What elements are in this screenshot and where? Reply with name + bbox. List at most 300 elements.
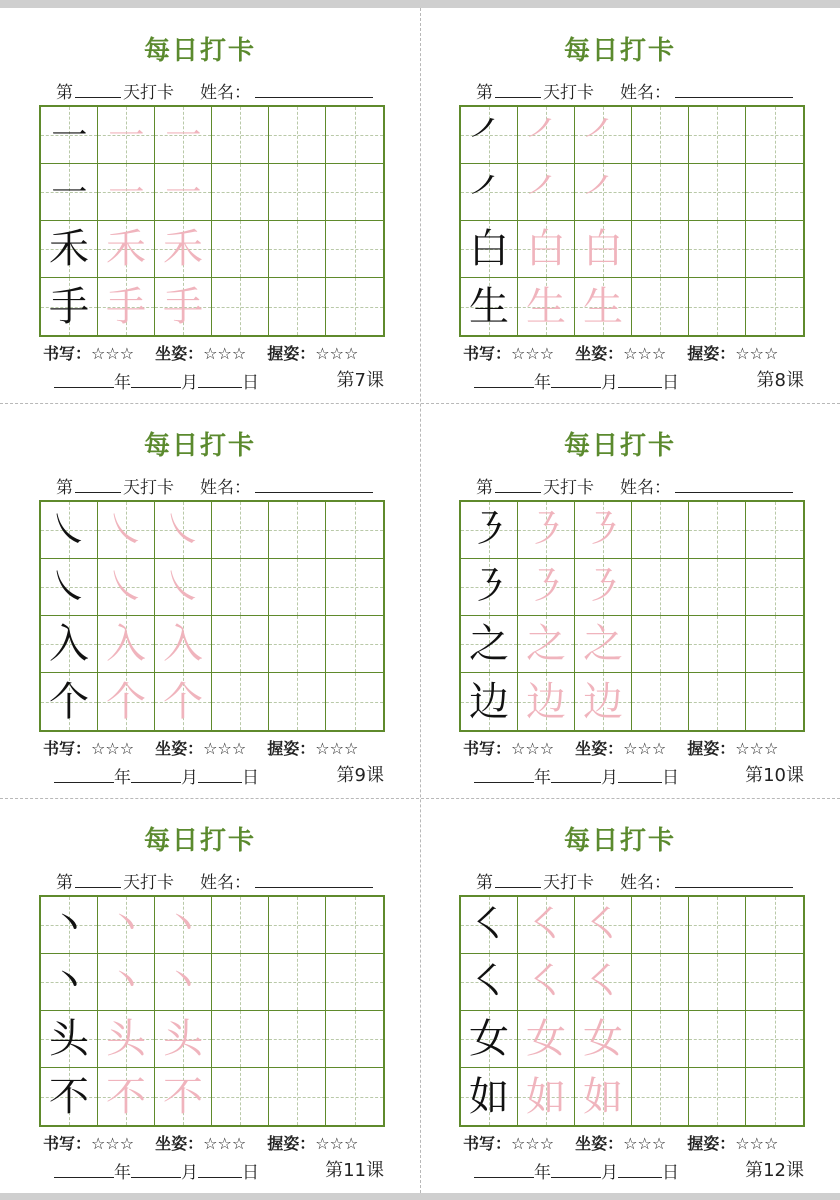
trace-character: ㇏ bbox=[163, 507, 203, 553]
star-icon[interactable]: ☆☆☆ bbox=[511, 1134, 555, 1153]
rating-sitting bbox=[575, 1131, 666, 1154]
grid-cell[interactable] bbox=[98, 502, 155, 559]
rating-label: 书写： bbox=[43, 344, 92, 363]
grid-cell[interactable] bbox=[269, 616, 326, 673]
grid-cell[interactable] bbox=[461, 897, 518, 954]
trace-character: ㇏ bbox=[163, 564, 203, 610]
grid-cell[interactable] bbox=[41, 673, 98, 730]
grid-cell[interactable] bbox=[41, 1011, 98, 1068]
year-label: 年 bbox=[114, 373, 131, 393]
grid-cell[interactable] bbox=[632, 221, 689, 278]
name-blank[interactable] bbox=[255, 477, 373, 493]
rating-writing bbox=[463, 1131, 554, 1154]
star-icon[interactable]: ☆☆☆ bbox=[511, 344, 555, 363]
grid-cell[interactable] bbox=[269, 107, 326, 164]
grid-cell[interactable] bbox=[632, 897, 689, 954]
trace-character: 丶 bbox=[163, 959, 203, 1005]
grid-cell[interactable] bbox=[746, 502, 803, 559]
model-character: ㇒ bbox=[469, 169, 509, 215]
grid-cell[interactable] bbox=[212, 502, 269, 559]
name-blank[interactable] bbox=[675, 872, 793, 888]
grid-cell[interactable] bbox=[269, 502, 326, 559]
grid-cell[interactable] bbox=[689, 164, 746, 221]
day-suffix: 天打卡 bbox=[123, 478, 174, 498]
grid-cell[interactable] bbox=[155, 164, 212, 221]
grid-cell[interactable] bbox=[632, 1068, 689, 1125]
grid-cell[interactable] bbox=[632, 673, 689, 730]
trace-character: ㇐ bbox=[106, 169, 146, 215]
month-label: 月 bbox=[181, 373, 198, 393]
grid-cell[interactable] bbox=[746, 164, 803, 221]
grid-cell[interactable] bbox=[98, 559, 155, 616]
grid-cell[interactable] bbox=[326, 673, 383, 730]
grid-cell[interactable] bbox=[746, 1068, 803, 1125]
grid-cell[interactable] bbox=[575, 954, 632, 1011]
grid-cell[interactable] bbox=[41, 221, 98, 278]
grid-cell[interactable] bbox=[269, 1011, 326, 1068]
star-icon[interactable]: ☆☆☆ bbox=[203, 739, 247, 758]
grid-cell[interactable] bbox=[689, 616, 746, 673]
year-label: 年 bbox=[114, 768, 131, 788]
grid-cell[interactable] bbox=[518, 278, 575, 335]
grid-cell[interactable] bbox=[98, 221, 155, 278]
grid-cell[interactable] bbox=[518, 1068, 575, 1125]
trace-character: 丶 bbox=[106, 902, 146, 948]
day-suffix: 天打卡 bbox=[123, 83, 174, 103]
grid-cell[interactable] bbox=[269, 221, 326, 278]
grid-cell[interactable] bbox=[41, 164, 98, 221]
star-icon[interactable]: ☆☆☆ bbox=[623, 1134, 667, 1153]
trace-character: 不 bbox=[106, 1073, 146, 1120]
grid-cell[interactable] bbox=[212, 1011, 269, 1068]
grid-cell[interactable] bbox=[461, 164, 518, 221]
model-character: 丶 bbox=[49, 902, 89, 948]
year-blank[interactable] bbox=[54, 1163, 114, 1178]
ratings-line bbox=[43, 736, 358, 759]
grid-cell[interactable] bbox=[98, 278, 155, 335]
grid-cell[interactable] bbox=[746, 221, 803, 278]
rating-label: 书写： bbox=[43, 1134, 92, 1153]
date-line bbox=[54, 1158, 259, 1183]
grid-cell[interactable] bbox=[575, 559, 632, 616]
grid-cell[interactable] bbox=[518, 164, 575, 221]
grid-cell[interactable] bbox=[575, 1068, 632, 1125]
grid-cell[interactable] bbox=[632, 278, 689, 335]
grid-cell[interactable] bbox=[326, 502, 383, 559]
grid-cell[interactable] bbox=[212, 616, 269, 673]
rating-writing bbox=[43, 736, 134, 759]
grid-cell[interactable] bbox=[212, 1068, 269, 1125]
model-character: ㇛ bbox=[469, 902, 509, 948]
star-icon[interactable]: ☆☆☆ bbox=[203, 344, 247, 363]
card-title: 每日打卡 bbox=[143, 431, 256, 461]
grid-cell[interactable] bbox=[98, 673, 155, 730]
grid-cell[interactable] bbox=[41, 502, 98, 559]
grid-cell[interactable] bbox=[632, 164, 689, 221]
card-title: 每日打卡 bbox=[563, 826, 676, 856]
month-blank[interactable] bbox=[131, 373, 181, 388]
rating-label: 书写： bbox=[463, 344, 512, 363]
star-icon[interactable]: ☆☆☆ bbox=[203, 1134, 247, 1153]
trace-character: 女 bbox=[526, 1016, 566, 1062]
grid-cell[interactable] bbox=[746, 954, 803, 1011]
name-blank[interactable] bbox=[255, 82, 373, 98]
day-blank[interactable] bbox=[75, 82, 121, 98]
trace-character: ㇒ bbox=[526, 112, 566, 158]
model-character: 如 bbox=[469, 1073, 509, 1120]
year-blank[interactable] bbox=[474, 1163, 534, 1178]
practice-grid bbox=[39, 500, 385, 732]
grid-cell[interactable] bbox=[746, 278, 803, 335]
grid-cell[interactable] bbox=[212, 673, 269, 730]
info-line bbox=[476, 868, 793, 893]
grid-cell[interactable] bbox=[41, 616, 98, 673]
name-label: 姓名： bbox=[620, 478, 671, 498]
rating-label: 握姿： bbox=[267, 344, 316, 363]
day-blank[interactable] bbox=[618, 373, 662, 388]
grid-cell[interactable] bbox=[518, 1011, 575, 1068]
grid-cell[interactable] bbox=[746, 107, 803, 164]
grid-cell[interactable] bbox=[518, 221, 575, 278]
info-line bbox=[56, 78, 373, 103]
grid-cell[interactable] bbox=[632, 616, 689, 673]
day-blank[interactable] bbox=[198, 768, 242, 783]
rating-writing bbox=[43, 341, 134, 364]
grid-cell[interactable] bbox=[518, 954, 575, 1011]
year-blank[interactable] bbox=[474, 373, 534, 388]
grid-cell[interactable] bbox=[269, 897, 326, 954]
grid-cell[interactable] bbox=[269, 954, 326, 1011]
model-character: 之 bbox=[469, 621, 509, 667]
day-blank[interactable] bbox=[198, 1163, 242, 1178]
checkin-card bbox=[420, 403, 820, 798]
card-title: 每日打卡 bbox=[143, 36, 256, 66]
grid-cell[interactable] bbox=[98, 616, 155, 673]
rating-sitting bbox=[155, 341, 246, 364]
grid-cell[interactable] bbox=[41, 1068, 98, 1125]
day-suffix: 天打卡 bbox=[543, 873, 594, 893]
grid-cell[interactable] bbox=[326, 221, 383, 278]
grid-cell[interactable] bbox=[41, 278, 98, 335]
grid-cell[interactable] bbox=[269, 278, 326, 335]
trace-character: 手 bbox=[163, 283, 203, 330]
model-character: ㇋ bbox=[469, 507, 509, 553]
date-day-label: 日 bbox=[662, 768, 679, 788]
trace-character: ㇐ bbox=[163, 112, 203, 158]
grid-cell[interactable] bbox=[632, 1011, 689, 1068]
grid-cell[interactable] bbox=[689, 559, 746, 616]
day-blank[interactable] bbox=[75, 477, 121, 493]
day-blank[interactable] bbox=[495, 477, 541, 493]
rating-grip bbox=[687, 736, 778, 759]
star-icon[interactable]: ☆☆☆ bbox=[623, 739, 667, 758]
grid-cell[interactable] bbox=[689, 107, 746, 164]
grid-cell[interactable] bbox=[746, 559, 803, 616]
grid-cell[interactable] bbox=[155, 278, 212, 335]
grid-cell[interactable] bbox=[746, 1011, 803, 1068]
grid-cell[interactable] bbox=[575, 221, 632, 278]
grid-cell[interactable] bbox=[575, 502, 632, 559]
grid-cell[interactable] bbox=[746, 616, 803, 673]
grid-cell[interactable] bbox=[155, 502, 212, 559]
grid-cell[interactable] bbox=[212, 897, 269, 954]
grid-cell[interactable] bbox=[212, 221, 269, 278]
checkin-card bbox=[420, 798, 820, 1193]
info-line bbox=[476, 78, 793, 103]
grid-cell[interactable] bbox=[155, 897, 212, 954]
model-character: 禾 bbox=[49, 226, 89, 272]
grid-cell[interactable] bbox=[326, 616, 383, 673]
rating-sitting bbox=[575, 736, 666, 759]
rating-sitting bbox=[575, 341, 666, 364]
grid-cell[interactable] bbox=[518, 673, 575, 730]
practice-grid bbox=[459, 895, 805, 1127]
grid-cell[interactable] bbox=[461, 954, 518, 1011]
star-icon[interactable]: ☆☆☆ bbox=[315, 1134, 359, 1153]
day-blank[interactable] bbox=[198, 373, 242, 388]
star-icon[interactable]: ☆☆☆ bbox=[735, 739, 779, 758]
grid-cell[interactable] bbox=[575, 616, 632, 673]
date-line bbox=[474, 368, 679, 393]
trace-character: 手 bbox=[106, 283, 146, 330]
month-blank[interactable] bbox=[551, 1163, 601, 1178]
grid-cell[interactable] bbox=[98, 164, 155, 221]
day-blank[interactable] bbox=[75, 872, 121, 888]
grid-cell[interactable] bbox=[461, 559, 518, 616]
star-icon[interactable]: ☆☆☆ bbox=[91, 1134, 135, 1153]
date-day-label: 日 bbox=[662, 1163, 679, 1183]
month-blank[interactable] bbox=[551, 373, 601, 388]
grid-cell[interactable] bbox=[98, 954, 155, 1011]
grid-cell[interactable] bbox=[155, 954, 212, 1011]
grid-cell[interactable] bbox=[155, 673, 212, 730]
day-blank[interactable] bbox=[495, 872, 541, 888]
name-blank[interactable] bbox=[675, 477, 793, 493]
grid-cell[interactable] bbox=[326, 559, 383, 616]
rating-grip bbox=[687, 341, 778, 364]
grid-cell[interactable] bbox=[632, 502, 689, 559]
grid-cell[interactable] bbox=[632, 559, 689, 616]
month-label: 月 bbox=[601, 373, 618, 393]
grid-cell[interactable] bbox=[632, 107, 689, 164]
grid-cell[interactable] bbox=[269, 164, 326, 221]
grid-cell[interactable] bbox=[269, 559, 326, 616]
rating-sitting bbox=[155, 1131, 246, 1154]
grid-cell[interactable] bbox=[269, 673, 326, 730]
day-blank[interactable] bbox=[618, 1163, 662, 1178]
grid-cell[interactable] bbox=[98, 107, 155, 164]
name-label: 姓名： bbox=[200, 873, 251, 893]
bottom-border bbox=[0, 1193, 840, 1200]
grid-cell[interactable] bbox=[326, 1068, 383, 1125]
trace-character: ㇋ bbox=[583, 507, 623, 553]
day-blank[interactable] bbox=[618, 768, 662, 783]
grid-cell[interactable] bbox=[689, 1011, 746, 1068]
star-icon[interactable]: ☆☆☆ bbox=[315, 739, 359, 758]
star-icon[interactable]: ☆☆☆ bbox=[91, 344, 135, 363]
grid-cell[interactable] bbox=[326, 164, 383, 221]
year-label: 年 bbox=[534, 373, 551, 393]
grid-cell[interactable] bbox=[326, 278, 383, 335]
name-label: 姓名： bbox=[620, 873, 671, 893]
grid-cell[interactable] bbox=[746, 673, 803, 730]
rating-label: 坐姿： bbox=[155, 739, 204, 758]
grid-cell[interactable] bbox=[575, 107, 632, 164]
grid-cell[interactable] bbox=[575, 1011, 632, 1068]
name-label: 姓名： bbox=[200, 478, 251, 498]
grid-cell[interactable] bbox=[461, 278, 518, 335]
trace-character: 个 bbox=[106, 678, 146, 725]
trace-character: 不 bbox=[163, 1073, 203, 1120]
grid-cell[interactable] bbox=[518, 897, 575, 954]
grid-cell[interactable] bbox=[155, 107, 212, 164]
grid-cell[interactable] bbox=[326, 107, 383, 164]
rating-label: 坐姿： bbox=[575, 344, 624, 363]
grid-cell[interactable] bbox=[269, 1068, 326, 1125]
rating-label: 坐姿： bbox=[575, 739, 624, 758]
practice-grid bbox=[39, 895, 385, 1127]
trace-character: 丶 bbox=[106, 959, 146, 1005]
practice-grid bbox=[459, 500, 805, 732]
grid-cell[interactable] bbox=[326, 1011, 383, 1068]
date-day-label: 日 bbox=[242, 1163, 259, 1183]
date-line bbox=[54, 763, 259, 788]
year-blank[interactable] bbox=[54, 768, 114, 783]
rating-writing bbox=[463, 736, 554, 759]
grid-cell[interactable] bbox=[41, 897, 98, 954]
year-blank[interactable] bbox=[54, 373, 114, 388]
grid-cell[interactable] bbox=[326, 954, 383, 1011]
grid-cell[interactable] bbox=[632, 954, 689, 1011]
date-line bbox=[54, 368, 259, 393]
grid-cell[interactable] bbox=[689, 278, 746, 335]
trace-character: ㇒ bbox=[583, 169, 623, 215]
grid-cell[interactable] bbox=[461, 616, 518, 673]
date-day-label: 日 bbox=[662, 373, 679, 393]
grid-cell[interactable] bbox=[461, 221, 518, 278]
lesson-number: 第9课 bbox=[336, 765, 384, 786]
day-prefix: 第 bbox=[56, 873, 73, 893]
grid-cell[interactable] bbox=[155, 1011, 212, 1068]
grid-cell[interactable] bbox=[155, 616, 212, 673]
grid-cell[interactable] bbox=[575, 164, 632, 221]
grid-cell[interactable] bbox=[212, 278, 269, 335]
name-blank[interactable] bbox=[255, 872, 373, 888]
grid-cell[interactable] bbox=[461, 1068, 518, 1125]
trace-character: ㇏ bbox=[106, 564, 146, 610]
grid-cell[interactable] bbox=[461, 502, 518, 559]
month-blank[interactable] bbox=[131, 768, 181, 783]
checkin-card bbox=[420, 8, 820, 403]
grid-cell[interactable] bbox=[461, 1011, 518, 1068]
lesson-number: 第11课 bbox=[325, 1160, 384, 1181]
trace-character: 如 bbox=[583, 1073, 623, 1120]
grid-cell[interactable] bbox=[41, 954, 98, 1011]
grid-cell[interactable] bbox=[575, 897, 632, 954]
practice-grid bbox=[39, 105, 385, 337]
star-icon[interactable]: ☆☆☆ bbox=[315, 344, 359, 363]
model-character: ㇐ bbox=[49, 169, 89, 215]
star-icon[interactable]: ☆☆☆ bbox=[623, 344, 667, 363]
rating-grip bbox=[267, 1131, 358, 1154]
trace-character: ㇋ bbox=[583, 564, 623, 610]
model-character: 生 bbox=[469, 283, 509, 330]
star-icon[interactable]: ☆☆☆ bbox=[511, 739, 555, 758]
grid-cell[interactable] bbox=[689, 897, 746, 954]
grid-cell[interactable] bbox=[326, 897, 383, 954]
grid-cell[interactable] bbox=[575, 673, 632, 730]
star-icon[interactable]: ☆☆☆ bbox=[735, 344, 779, 363]
grid-cell[interactable] bbox=[689, 673, 746, 730]
trace-character: 女 bbox=[583, 1016, 623, 1062]
month-blank[interactable] bbox=[131, 1163, 181, 1178]
star-icon[interactable]: ☆☆☆ bbox=[735, 1134, 779, 1153]
year-label: 年 bbox=[534, 768, 551, 788]
rating-label: 握姿： bbox=[267, 1134, 316, 1153]
grid-cell[interactable] bbox=[41, 559, 98, 616]
trace-character: 生 bbox=[583, 283, 623, 330]
day-prefix: 第 bbox=[56, 478, 73, 498]
grid-cell[interactable] bbox=[155, 221, 212, 278]
trace-character: ㇋ bbox=[526, 564, 566, 610]
trace-character: ㇋ bbox=[526, 507, 566, 553]
grid-cell[interactable] bbox=[98, 1068, 155, 1125]
year-label: 年 bbox=[534, 1163, 551, 1183]
grid-cell[interactable] bbox=[212, 559, 269, 616]
grid-cell[interactable] bbox=[98, 897, 155, 954]
model-character: ㇛ bbox=[469, 959, 509, 1005]
grid-cell[interactable] bbox=[155, 559, 212, 616]
grid-cell[interactable] bbox=[689, 502, 746, 559]
card-title: 每日打卡 bbox=[563, 36, 676, 66]
model-character: 丶 bbox=[49, 959, 89, 1005]
grid-cell[interactable] bbox=[518, 616, 575, 673]
grid-cell[interactable] bbox=[518, 107, 575, 164]
grid-cell[interactable] bbox=[212, 164, 269, 221]
grid-cell[interactable] bbox=[746, 897, 803, 954]
rating-grip bbox=[687, 1131, 778, 1154]
grid-cell[interactable] bbox=[98, 1011, 155, 1068]
grid-cell[interactable] bbox=[575, 278, 632, 335]
day-prefix: 第 bbox=[476, 83, 493, 103]
grid-cell[interactable] bbox=[41, 107, 98, 164]
trace-character: ㇒ bbox=[583, 112, 623, 158]
grid-cell[interactable] bbox=[155, 1068, 212, 1125]
grid-cell[interactable] bbox=[212, 107, 269, 164]
star-icon[interactable]: ☆☆☆ bbox=[91, 739, 135, 758]
day-blank[interactable] bbox=[495, 82, 541, 98]
grid-cell[interactable] bbox=[461, 673, 518, 730]
name-blank[interactable] bbox=[675, 82, 793, 98]
ratings-line bbox=[43, 341, 358, 364]
grid-cell[interactable] bbox=[212, 954, 269, 1011]
trace-character: ㇐ bbox=[106, 112, 146, 158]
grid-cell[interactable] bbox=[689, 221, 746, 278]
grid-cell[interactable] bbox=[518, 502, 575, 559]
grid-cell[interactable] bbox=[689, 1068, 746, 1125]
grid-cell[interactable] bbox=[461, 107, 518, 164]
grid-cell[interactable] bbox=[689, 954, 746, 1011]
year-blank[interactable] bbox=[474, 768, 534, 783]
card-title: 每日打卡 bbox=[563, 431, 676, 461]
day-prefix: 第 bbox=[476, 873, 493, 893]
grid-cell[interactable] bbox=[518, 559, 575, 616]
rating-label: 握姿： bbox=[687, 739, 736, 758]
month-label: 月 bbox=[181, 1163, 198, 1183]
info-line bbox=[56, 473, 373, 498]
month-blank[interactable] bbox=[551, 768, 601, 783]
month-label: 月 bbox=[601, 768, 618, 788]
